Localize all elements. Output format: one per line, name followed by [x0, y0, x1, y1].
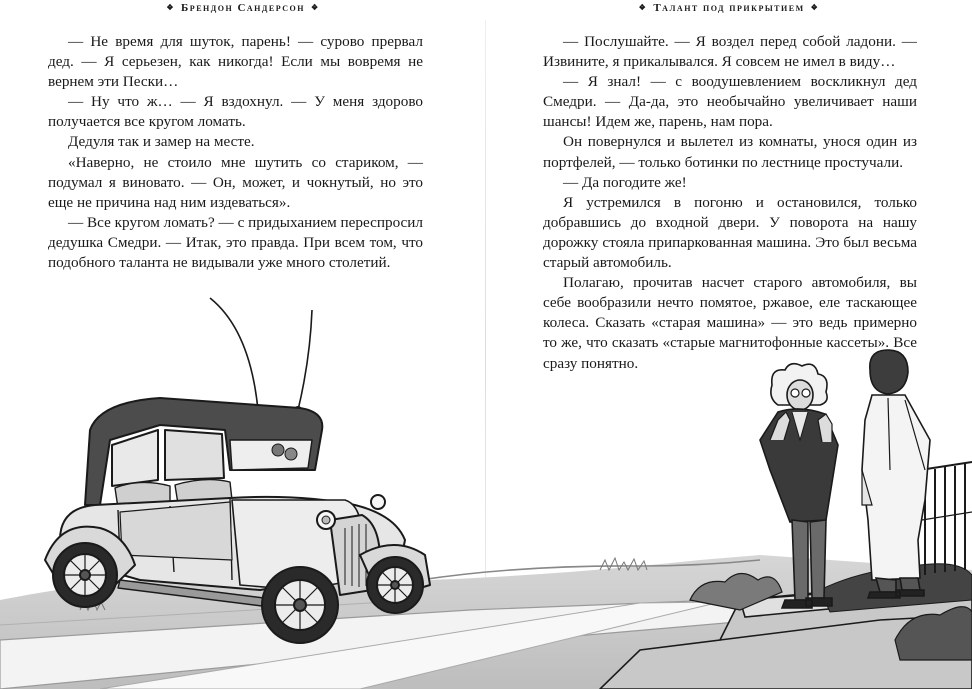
paragraph: — Ну что ж… — Я вздохнул. — У меня здорово получается все кругом ломать. — [48, 93, 423, 131]
ornament-icon: ❖ — [810, 3, 820, 12]
paragraph: Я устремился в погоню и остановился, только добравшись до входной двери. У поворота на нашу дорожку стояла припаркованная машина. Это был весьма старый автомобиль. — [543, 193, 917, 272]
wheel-icon — [53, 543, 117, 607]
header-right-text: Талант под прикрытием — [653, 2, 805, 14]
right-page-text — [543, 32, 917, 374]
header-left-text: Брендон Сандерсон — [181, 2, 305, 14]
ornament-icon: ❖ — [638, 3, 648, 12]
paragraph: — Я знал! — с воодушевлением воскликнул дед Смедри. — Да-да, это необычайно увеличивает наши шансы! Идем же, парень, нам пора. — [543, 73, 917, 131]
ornament-icon: ❖ — [310, 3, 320, 12]
left-page-text — [48, 32, 423, 273]
paragraph: Он повернулся и вылетел из комнаты, унося один из портфелей, — только ботинки по лестнице простучали. — [543, 133, 917, 171]
paragraph: — Не время для шуток, парень! — сурово прервал дед. — Я серьезен, как никогда! Если мы вовремя не вернем эти Пески… — [48, 33, 423, 91]
paragraph: Дедуля так и замер на месте. — [68, 133, 255, 151]
railing-icon — [920, 462, 972, 575]
paragraph: — Все кругом ломать? — с придыханием переспросил дедушка Смедри. — Итак, это правда. При всем том, что подобного таланта не видывали уже много столетий. — [48, 213, 423, 272]
paragraph: Полагаю, прочитав насчет старого автомобиля, вы себе вообразили нечто помятое, ржавое, еле таскающее колеса. Сказать «старая машина» — это ведь примерно то же, что сказать «старые магнитофонные кассеты». Все сразу понятно. — [543, 274, 917, 372]
wheel-icon — [367, 557, 423, 613]
ornament-icon: ❖ — [166, 3, 176, 12]
wheel-icon — [262, 567, 338, 643]
boy-in-bathrobe-icon — [862, 350, 930, 598]
paragraph: «Наверно, не стоило мне шутить со стариком, — подумал я виновато. — Он, может, и чокнутый, но это еще не причина над ним издеваться». — [48, 153, 423, 211]
paragraph: — Послушайте. — Я воздел перед собой ладони. — Извините, я прикалывался. Я совсем не имел в виду… — [543, 33, 917, 71]
paragraph: — Да погодите же! — [563, 173, 687, 191]
